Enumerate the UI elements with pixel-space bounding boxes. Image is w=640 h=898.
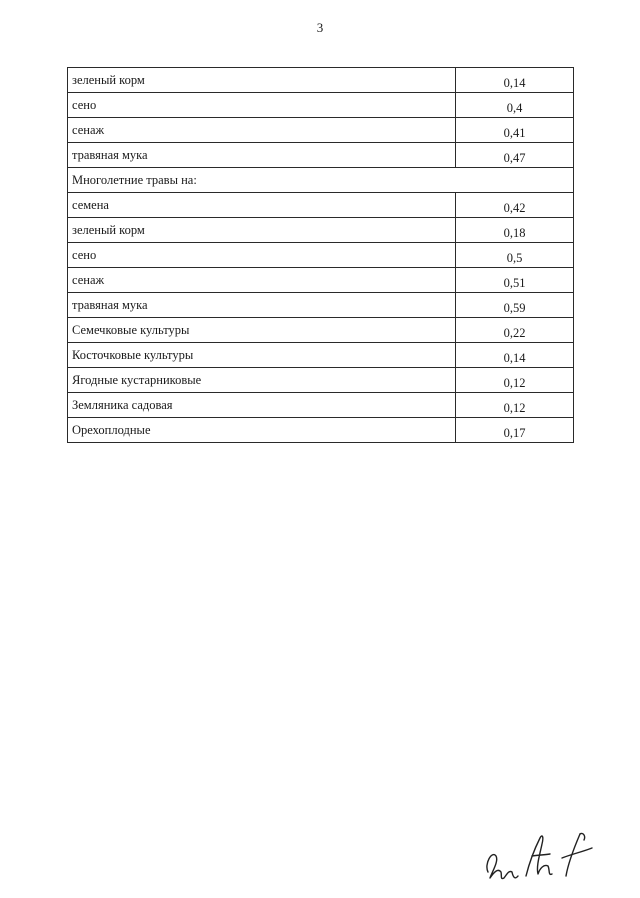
row-name: сенаж xyxy=(68,118,456,143)
row-name: сено xyxy=(68,243,456,268)
page-number: 3 xyxy=(316,20,324,35)
row-name: Семечковые культуры xyxy=(68,318,456,343)
row-name: травяная мука xyxy=(68,293,456,318)
row-name: травяная мука xyxy=(68,143,456,168)
row-name: сенаж xyxy=(68,268,456,293)
table-row xyxy=(68,293,574,318)
handwritten-signature xyxy=(482,820,602,890)
row-value: 0,12 xyxy=(456,368,574,393)
row-value: 0,4 xyxy=(456,93,574,118)
group-header-row xyxy=(68,168,574,193)
row-name: зеленый корм xyxy=(68,68,456,93)
table-row xyxy=(68,318,574,343)
table-row xyxy=(68,93,574,118)
row-name: семена xyxy=(68,193,456,218)
row-name: сено xyxy=(68,93,456,118)
table-row xyxy=(68,218,574,243)
group-header: Многолетние травы на: xyxy=(68,168,574,193)
row-value: 0,47 xyxy=(456,143,574,168)
row-name: зеленый корм xyxy=(68,218,456,243)
table-row xyxy=(68,368,574,393)
row-name: Земляника садовая xyxy=(68,393,456,418)
row-value: 0,17 xyxy=(456,418,574,443)
row-value: 0,41 xyxy=(456,118,574,143)
table-row xyxy=(68,243,574,268)
table-row xyxy=(68,143,574,168)
row-value: 0,18 xyxy=(456,218,574,243)
row-value: 0,22 xyxy=(456,318,574,343)
table-row xyxy=(68,418,574,443)
table-body xyxy=(68,68,574,443)
table-row xyxy=(68,68,574,93)
table-row xyxy=(68,393,574,418)
row-name: Косточковые культуры xyxy=(68,343,456,368)
table-row xyxy=(68,343,574,368)
table-row xyxy=(68,268,574,293)
row-value: 0,14 xyxy=(456,343,574,368)
row-name: Орехоплодные xyxy=(68,418,456,443)
row-value: 0,51 xyxy=(456,268,574,293)
row-value: 0,42 xyxy=(456,193,574,218)
table-row xyxy=(68,118,574,143)
row-name: Ягодные кустарниковые xyxy=(68,368,456,393)
row-value: 0,14 xyxy=(456,68,574,93)
row-value: 0,12 xyxy=(456,393,574,418)
coefficient-table xyxy=(67,67,574,443)
table-row xyxy=(68,193,574,218)
row-value: 0,59 xyxy=(456,293,574,318)
row-value: 0,5 xyxy=(456,243,574,268)
